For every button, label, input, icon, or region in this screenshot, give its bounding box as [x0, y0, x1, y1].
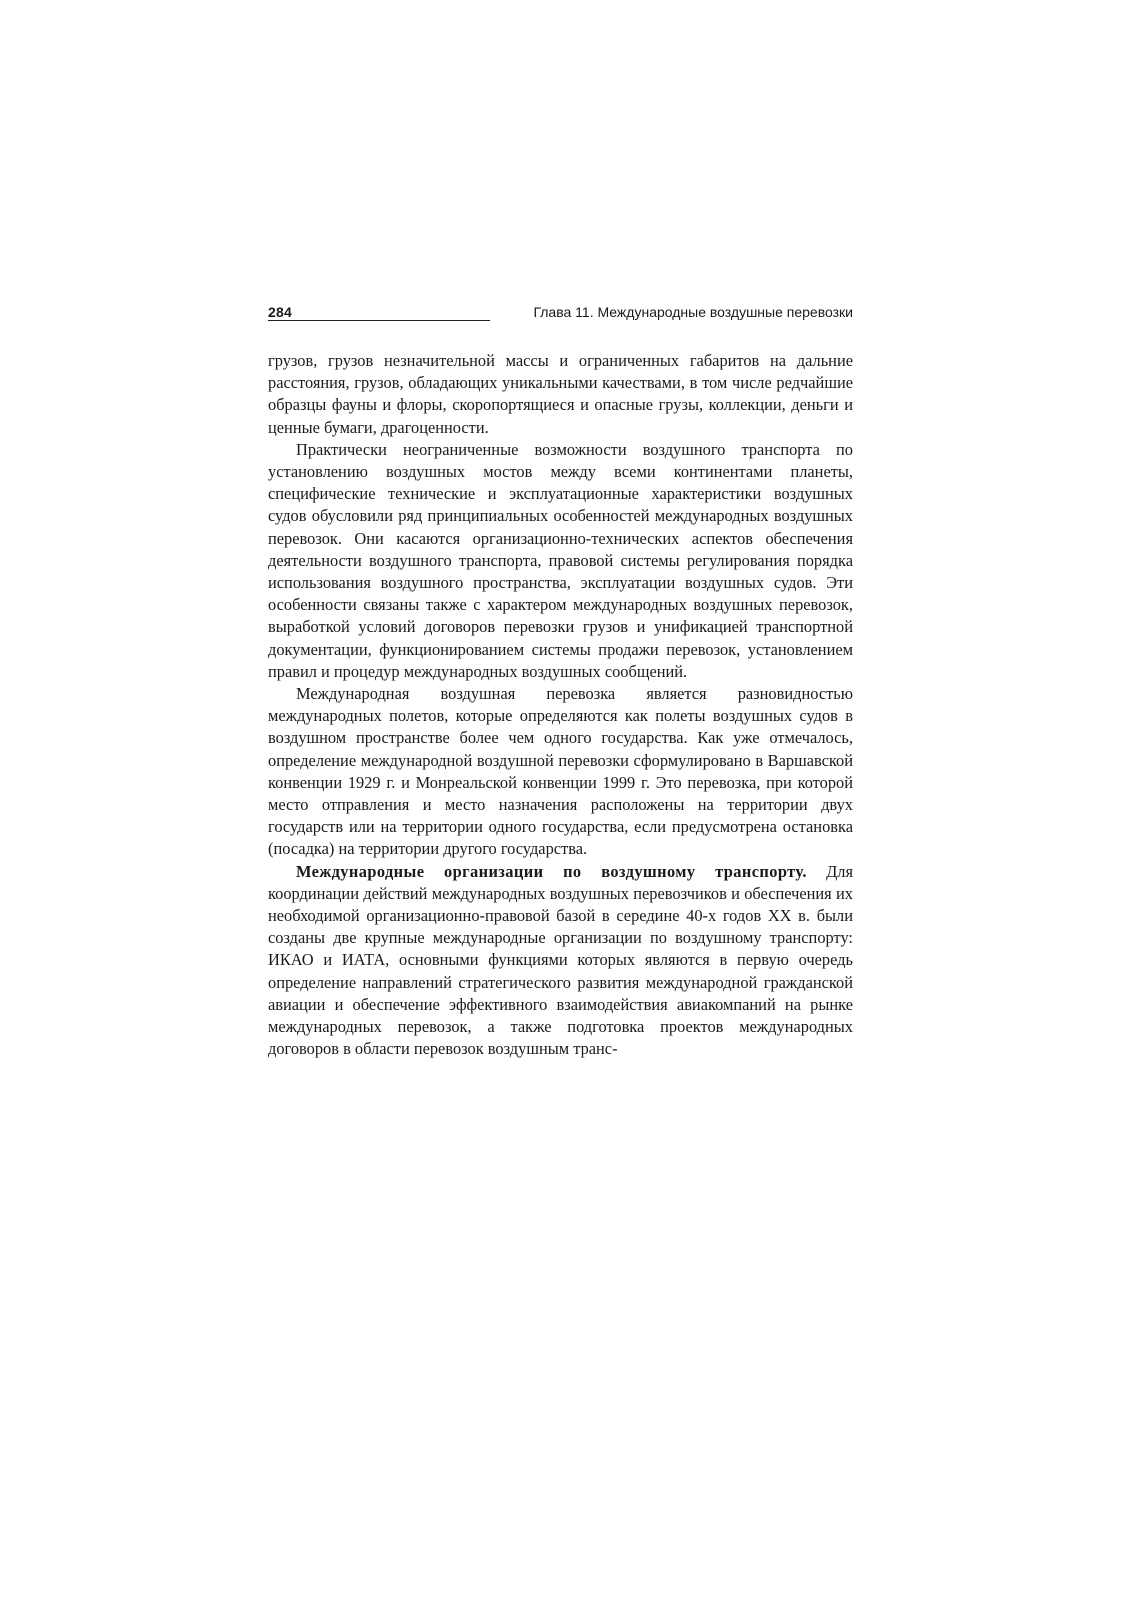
paragraph-1: грузов, грузов незначительной массы и ограниченных габаритов на дальние расстояния, грузов, обладающих уникальными качествами, в том числе редчайшие образцы фауны и флоры, скоропортящиеся и опасные грузы, коллекции, деньги и ценные бумаги, драгоценности.	[268, 351, 853, 437]
paragraph-4	[268, 861, 853, 1061]
chapter-title: Глава 11. Международные воздушные перевозки	[533, 304, 853, 320]
paragraph-3: Международная воздушная перевозка является разновидностью международных полетов, которые определяются как полеты воздушных судов в воздушном пространстве более чем одного государства. Как уже отмечалось, определение международной воздушной перевозки сформулировано в Варшавской конвенции 1929 г. и Монреальской конвенции 1999 г. Это перевозка, при которой место отправления и место назначения расположены на территории двух государств или на территории одного государства, если предусмотрена остановка (посадка) на территории другого государства.	[268, 684, 853, 859]
page-number: 284	[268, 304, 292, 320]
book-page	[268, 302, 853, 1061]
section-heading: Международные организации по воздушному транспорту.	[296, 861, 807, 881]
paragraph-4-text: Для координации действий международных воздушных перевозчиков и обеспечения их необходимой организационно-правовой базой в середине 40-х годов XX в. были созданы две крупные международные организации по воздушному транспорту: ИКАО и ИАТА, основными функциями которых являются в первую очередь определение направлений стратегического развития международной гражданской авиации и обеспечение эффективного взаимодействия авиакомпаний на рынке международных перевозок, а также подготовка проектов международных договоров в области перевозок воздушным транс-	[268, 861, 854, 1059]
running-header	[268, 302, 853, 326]
paragraph-2: Практически неограниченные возможности воздушного транспорта по установлению воздушных мостов между всеми континентами планеты, специфические технические и эксплуатационные характеристики воздушных судов обусловили ряд принципиальных особенностей международных воздушных перевозок. Они касаются организационно-технических аспектов обеспечения деятельности воздушного транспорта, правовой системы регулирования порядка использования воздушного пространства, эксплуатации воздушных судов. Эти особенности связаны также с характером международных воздушных перевозок, выработкой условий договоров перевозки грузов и унификацией транспортной документации, функционированием системы продажи перевозок, установлением правил и процедур международных воздушных сообщений.	[268, 439, 853, 681]
body-text	[268, 350, 853, 1061]
header-rule	[268, 320, 490, 321]
